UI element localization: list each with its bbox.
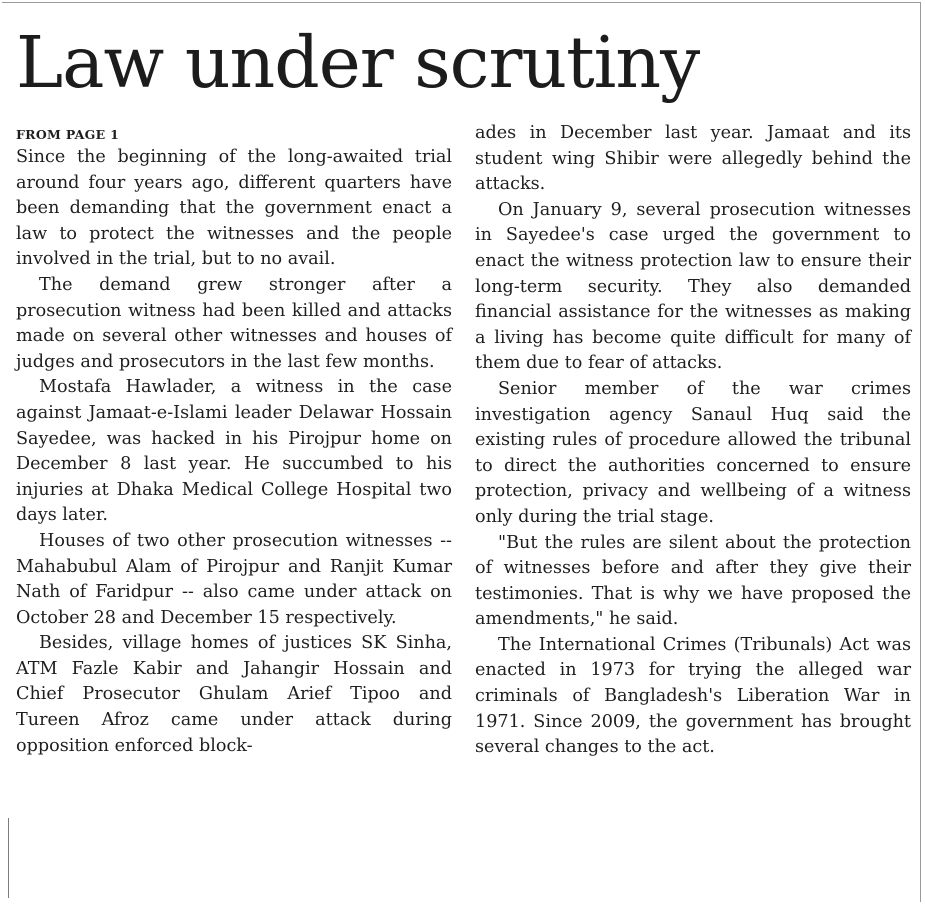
paragraph: Mostafa Hawlader, a witness in the case against Jamaat-e-Islami leader Delawar Hossain Sayedee, was hacked in his Pirojpur home on December 8 last year. He succumbed to his injuries at Dhaka Medical College Hospital two days later. (16, 377, 452, 526)
kicker: FROM PAGE 1 (16, 127, 120, 142)
paragraph: Senior member of the war crimes investigation agency Sanaul Huq said the existing rules of procedure allowed the tribunal to direct the authorities concerned to ensure protection, privacy and wellbeing of a witness only during the trial stage. (475, 378, 911, 527)
paragraph: ades in December last year. Jamaat and its student wing Shibir were allegedly behind the attacks. (475, 123, 911, 195)
paragraph: The demand grew stronger after a prosecution witness had been killed and attacks made on several other witnesses and houses of judges and prosecutors in the last few months. (16, 274, 452, 372)
column-right (475, 121, 911, 761)
paragraph: The International Crimes (Tribunals) Act was enacted in 1973 for trying the alleged war criminals of Bangladesh's Liberation War in 1971. Since 2009, the government has brought several changes to the act. (475, 634, 911, 758)
column-left (16, 121, 452, 759)
paragraph: Besides, village homes of justices SK Sinha, ATM Fazle Kabir and Jahangir Hossain and Chief Prosecutor Ghulam Arief Tipoo and Tureen Afroz came under attack during opposition enforced block- (16, 633, 452, 756)
paragraph: Houses of two other prosecution witnesses -- Mahabubul Alam of Pirojpur and Ranjit Kumar Nath of Faridpur -- also came under attack on October 28 and December 15 respectively. (16, 530, 452, 628)
paragraph: "But the rules are silent about the protection of witnesses before and after they give their testimonies. That is why we have proposed the amendments," he said. (475, 532, 911, 630)
column-rule (8, 818, 9, 898)
headline: Law under scrutiny (16, 21, 700, 104)
newspaper-clipping (2, 2, 921, 902)
paragraph: On January 9, several prosecution witnesses in Sayedee's case urged the government to enact the witness protection law to ensure their long-term security. They also demanded financial assistance for the witnesses as making a living has become quite difficult for many of them due to fear of attacks. (475, 199, 911, 374)
paragraph: Since the beginning of the long-awaited trial around four years ago, different quarters have been demanding that the government enact a law to protect the witnesses and the people involved in the trial, but to no avail. (16, 147, 452, 270)
